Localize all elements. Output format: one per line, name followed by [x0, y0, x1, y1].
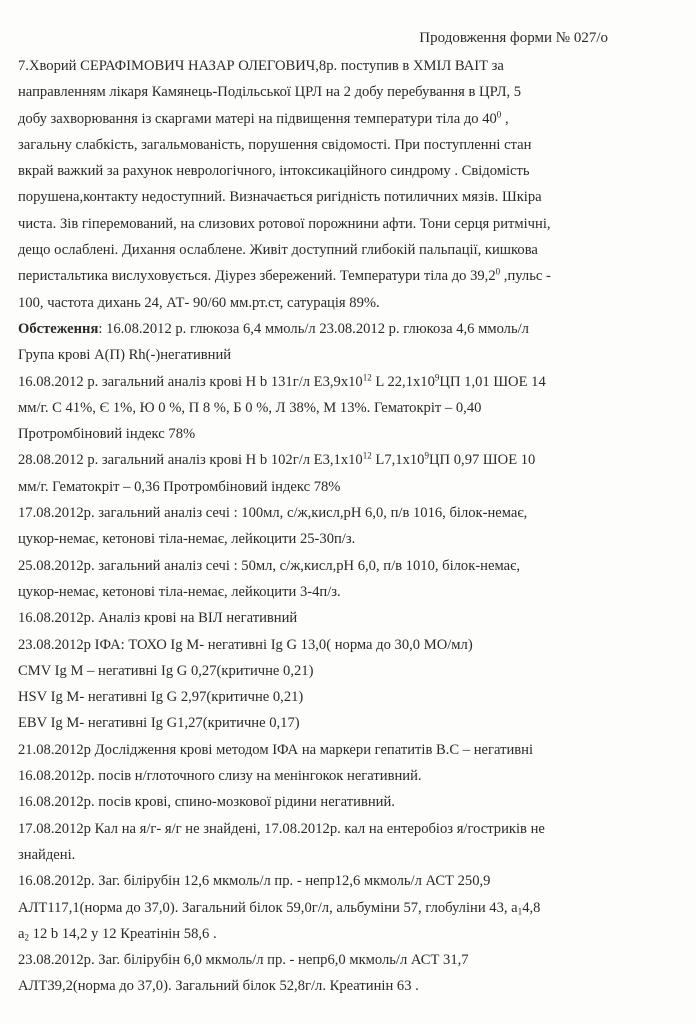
- document-body: [18, 53, 674, 1000]
- text-line: 21.08.2012р Дослідження крові методом ІФА на маркери гепатитів В.С – негативні: [18, 741, 534, 758]
- text-line: мм/г. С 41%, Є 1%, Ю 0 %, П 8 %, Б 0 %, Л 38%, М 13%. Гематокріт – 0,40: [18, 399, 482, 416]
- text-line: АЛТ39,2(норма до 37,0). Загальний білок 52,8г/л. Креатинін 63 .: [18, 978, 419, 995]
- text-line: Обстеження: 16.08.2012 р. глюкоза 6,4 ммоль/л 23.08.2012 р. глюкоза 4,6 ммоль/л: [18, 320, 529, 337]
- text-line: 23.08.2012р ІФА: ТОХО Ig M- негативні Ig G 13,0( норма до 30,0 МО/мл): [18, 636, 473, 653]
- text-line: HSV Ig M- негативні Ig G 2,97(критичне 0,21): [18, 689, 304, 706]
- text-line: EBV Ig M- негативні Ig G1,27(критичне 0,17): [18, 715, 300, 732]
- text-line: 16.08.2012р. Аналіз крові на ВІЛ негативний: [18, 610, 298, 627]
- text-line: Група крові А(П) Rh(-)негативний: [18, 347, 232, 364]
- text-line: направленням лікаря Камянець-Подільської ЦРЛ на 2 добу перебування в ЦРЛ, 5: [18, 84, 522, 101]
- text-line: $а_2$ 12 b 14,2 y 12 Креатінін 58,6 .: [18, 925, 217, 943]
- text-line: АЛТ117,1(норма до 37,0). Загальний білок 59,0г/л, альбуміни 57, глобуліни 43, $а_14,8$: [18, 899, 541, 917]
- text-line: 16.08.2012 р. загальний аналіз крові Н b 131г/л $Е3,9х10^{12}$ L $22,1х10^9ЦП$ 1,01 ШОЕ 14: [18, 372, 546, 390]
- text-line: добу захворювання із скаргами матері на підвищення температури тіла до $40^0$ ,: [18, 109, 509, 127]
- text-line: загальну слабкість, загальмованість, порушення свідомості. При поступленні стан: [18, 136, 532, 153]
- text-line: цукор-немає, кетонові тіла-немає, лейкоцити 25-30п/з.: [18, 531, 356, 548]
- text-line: 16.08.2012р. Заг. білірубін 12,6 мкмоль/л пр. - непр12,6 мкмоль/л АСТ 250,9: [18, 873, 491, 890]
- text-line: 16.08.2012р. посів крові, спино-мозкової рідини негативний.: [18, 794, 395, 811]
- text-line: 25.08.2012р. загальний аналіз сечі : 50мл, с/ж,кисл,рН 6,0, п/в 1010, білок-немає,: [18, 557, 520, 574]
- text-line: вкрай важкий за рахунок неврологічного, інтоксикаційного синдрому . Свідомість: [18, 163, 530, 180]
- text-line: 7.Хворий СЕРАФІМОВИЧ НАЗАР ОЛЕГОВИЧ,8р. поступив в ХМІЛ ВАІТ за: [18, 58, 504, 74]
- text-line: чиста. Зів гіперемований, на слизових ротової порожнини афти. Тони серця ритмічні,: [18, 215, 551, 232]
- text-line: цукор-немає, кетонові тіла-немає, лейкоцити 3-4п/з.: [18, 583, 341, 600]
- text-line: порушена,контакту недоступний. Визначається ригідність потиличних мязів. Шкіра: [18, 189, 542, 206]
- text-line: 28.08.2012 р. загальний аналіз крові Н b 102г/л $Е3,1х10^{12}$ $L7,1х10^9ЦП$ 0,97 ШОЕ 10: [18, 451, 536, 469]
- text-line: перистальтика вислуховується. Діурез збережений. Температури тіла до 39,2$^0$ ,пульс -: [18, 266, 551, 285]
- text-line: Протромбіновий індекс 78%: [18, 426, 196, 443]
- text-line: мм/г. Гематокріт – 0,36 Протромбіновий індекс 78%: [18, 478, 341, 495]
- form-header: Продовження форми № 027/о: [419, 30, 608, 46]
- text-line: 23.08.2012р. Заг. білірубін 6,0 мкмоль/л пр. - непр6,0 мкмоль/л АСТ 31,7: [18, 952, 469, 969]
- text-line: 16.08.2012р. посів н/глоточного слизу на менінгокок негативний.: [18, 768, 422, 785]
- text-line: 100, частота дихань 24, АТ- 90/60 мм.рт.ст, сатурація 89%.: [18, 294, 380, 311]
- text-line: 17.08.2012р. загальний аналіз сечі : 100мл, с/ж,кисл,рН 6,0, п/в 1016, білок-немає,: [18, 505, 528, 522]
- section-label: Обстеження: [18, 320, 99, 337]
- text-line: CMV Ig M – негативні Ig G 0,27(критичне 0,21): [18, 662, 314, 679]
- text-line: знайдені.: [18, 846, 76, 863]
- text-line: дещо ослаблені. Дихання ослаблене. Живіт доступний глибокій пальпації, кишкова: [18, 242, 538, 259]
- text-line: 17.08.2012р Кал на я/г- я/г не знайдені, 17.08.2012р. кал на ентеробіоз я/гостриків не: [18, 820, 545, 837]
